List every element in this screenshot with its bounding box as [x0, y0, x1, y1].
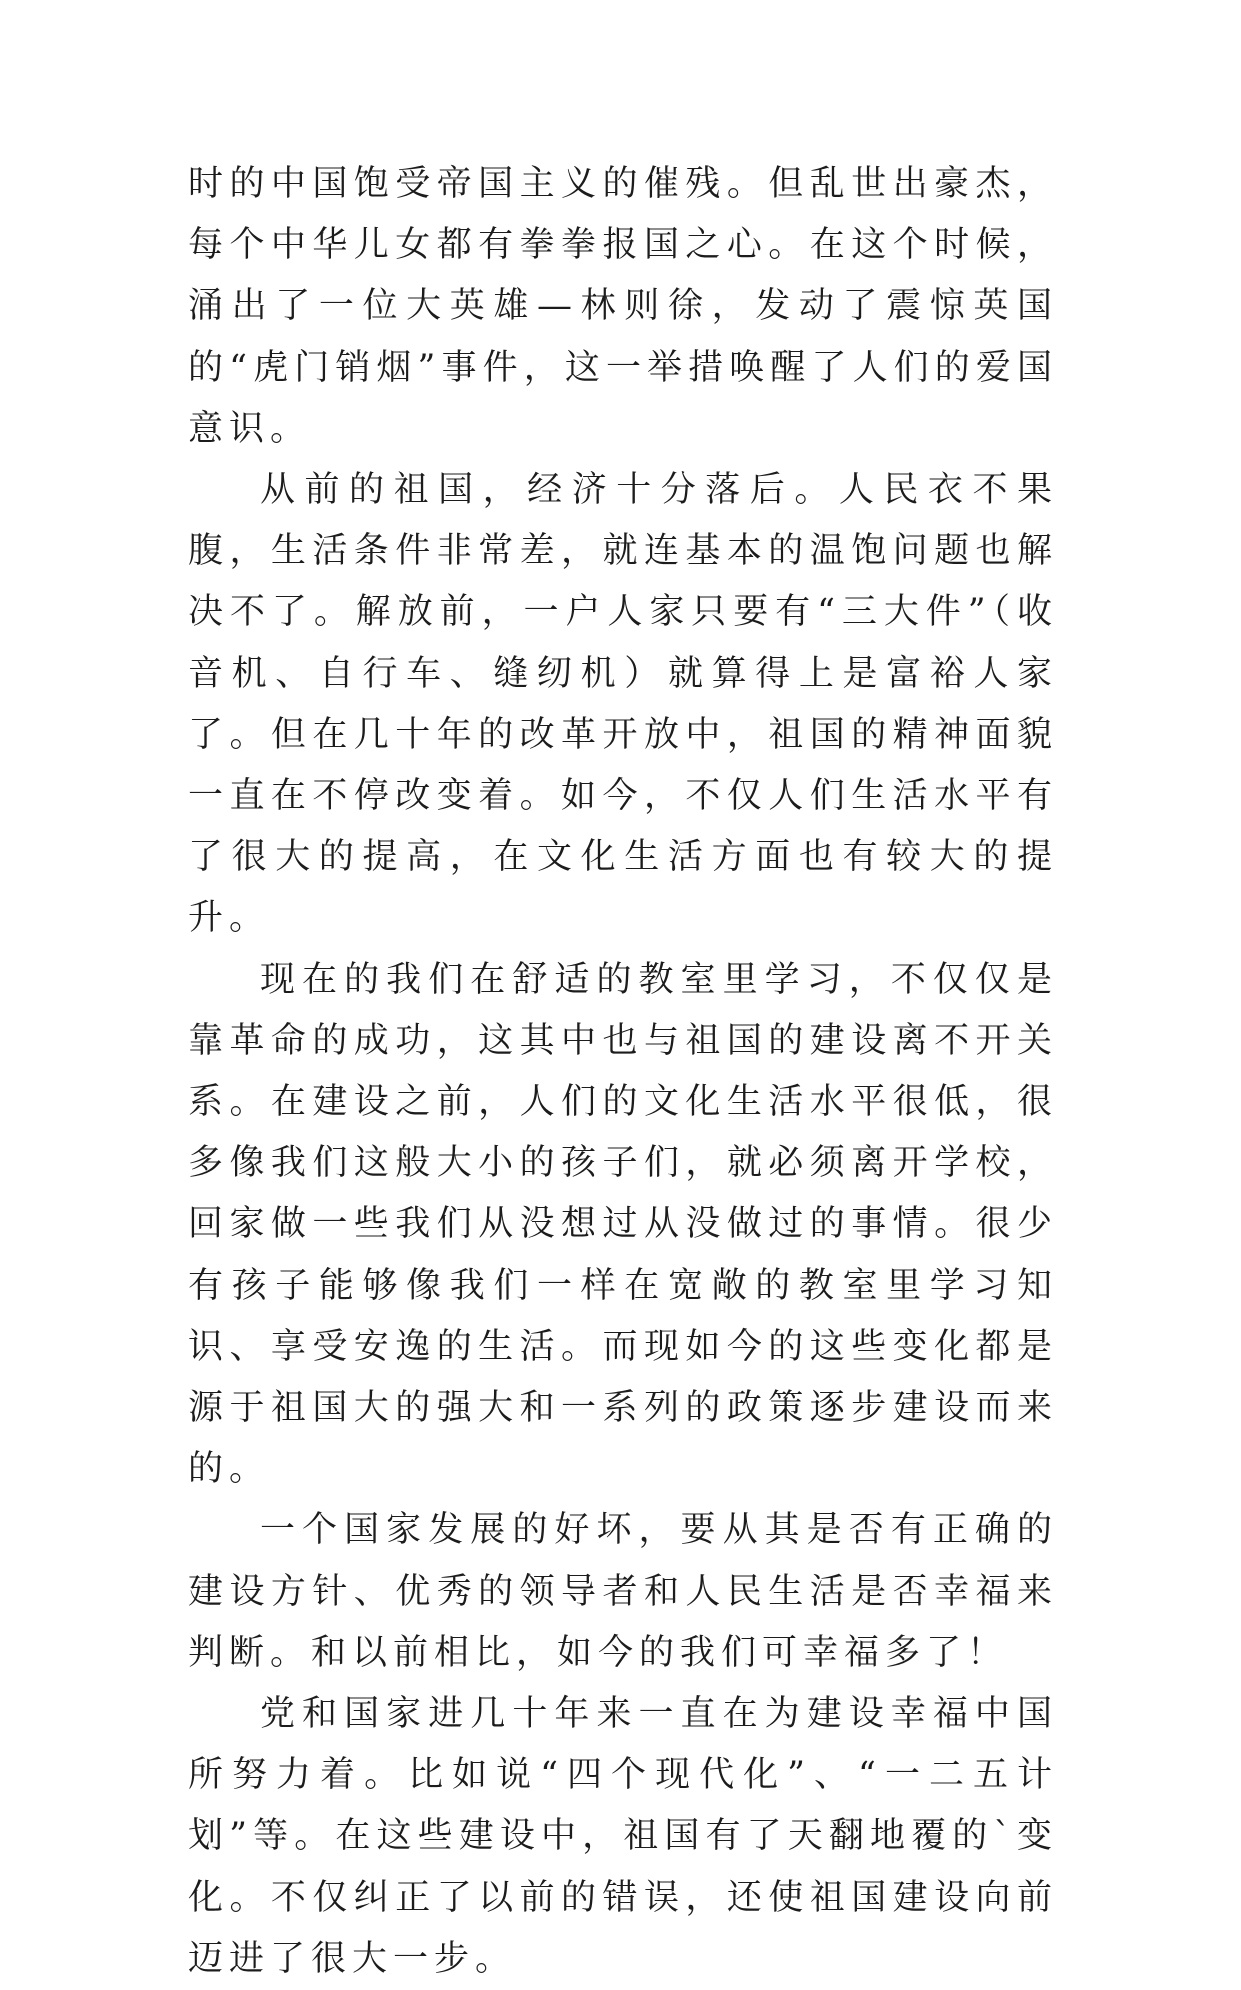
- paragraph-3: 现在的我们在舒适的教室里学习，不仅仅是靠革命的成功，这其中也与祖国的建设离不开关系。在建设之前，人们的文化生活水平很低，很多像我们这般大小的孩子们，就必须离开学校，回家做一些我们从没想过从没做过的事情。很少有孩子能够像我们一样在宽敞的教室里学习知识、享受安逸的生活。而现如今的这些变化都是源于祖国大的强大和一系列的政策逐步建设而来的。: [188, 959, 1058, 1490]
- paragraph-5: 党和国家进几十年来一直在为建设幸福中国所努力着。比如说“四个现代化”、“一二五计划”等。在这些建设中，祖国有了天翻地覆的`变化。不仅纠正了以前的错误，还使祖国建设向前迈进了很大一步。: [188, 1694, 1058, 1979]
- paragraph-4: 一个国家发展的好坏，要从其是否有正确的建设方针、优秀的领导者和人民生活是否幸福来判断。和以前相比，如今的我们可幸福多了！: [188, 1510, 1058, 1673]
- paragraph-2: 从前的祖国，经济十分落后。人民衣不果腹，生活条件非常差，就连基本的温饱问题也解决不了。解放前，一户人家只要有“三大件”（收音机、自行车、缝纫机）就算得上是富裕人家了。但在几十年的改革开放中，祖国的精神面貌一直在不停改变着。如今，不仅人们生活水平有了很大的提高，在文化生活方面也有较大的提升。: [188, 470, 1058, 939]
- document-body: [188, 154, 1058, 1990]
- paragraph-1: 时的中国饱受帝国主义的催残。但乱世出豪杰，每个中华儿女都有拳拳报国之心。在这个时候，涌出了一位大英雄—林则徐，发动了震惊英国的“虎门销烟”事件，这一举措唤醒了人们的爱国意识。: [188, 164, 1058, 449]
